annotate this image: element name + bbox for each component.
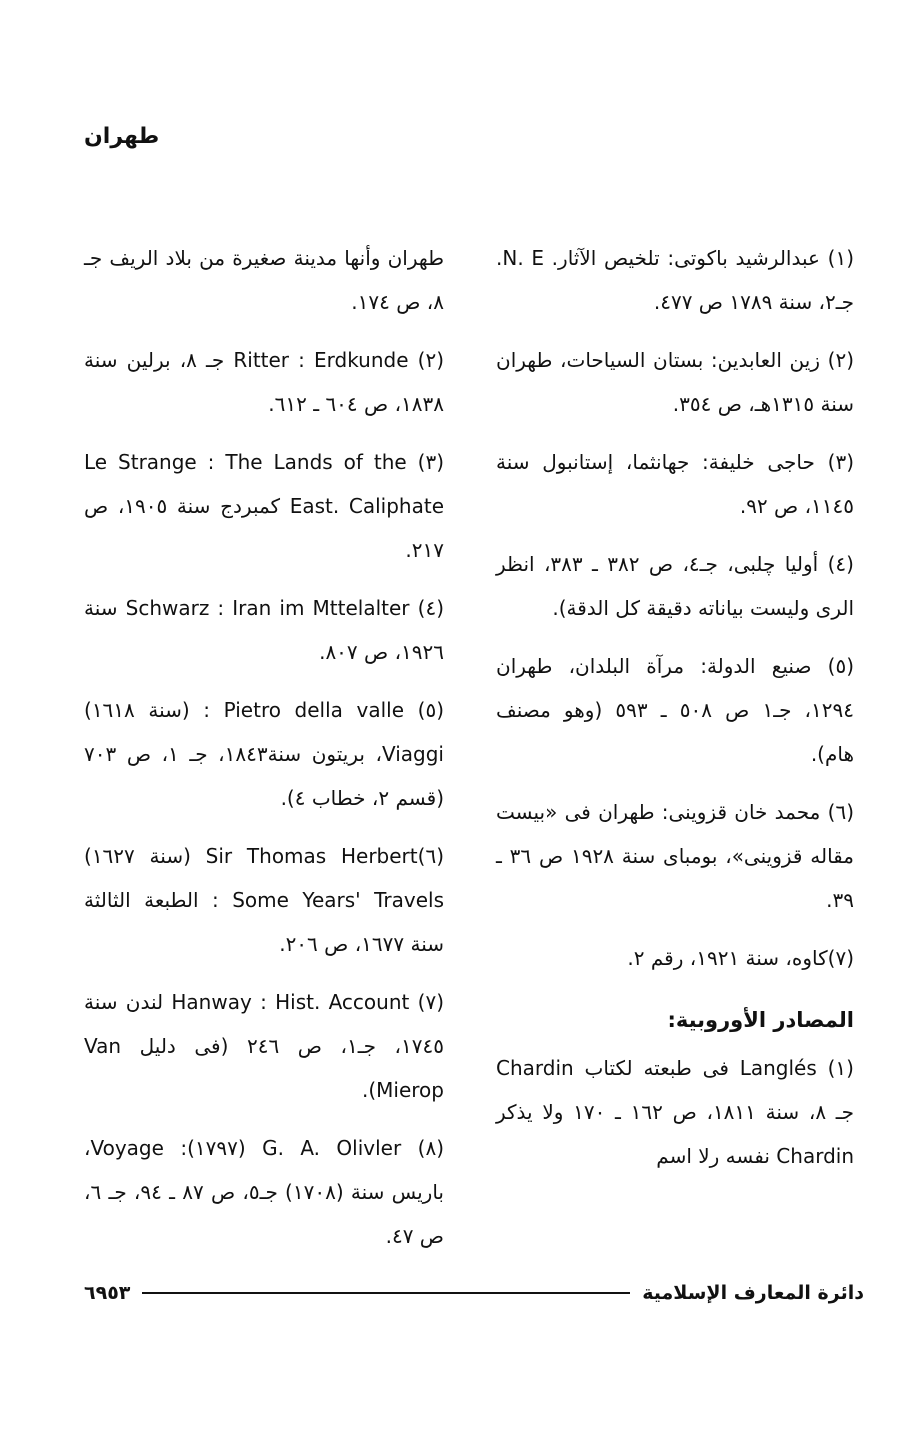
reference-entry: (٤) أوليا چلبى، جـ٤، ص ٣٨٢ ـ ٣٨٣، انظر الرى وليست بياناته دقيقة كل الدقة).: [496, 552, 854, 620]
page-number: ٦٩٥٣: [84, 1282, 131, 1304]
reference-entry: (٦) محمد خان قزوينى: طهران فى «بيست مقاله قزوينى»، بومباى سنة ١٩٢٨ ص ٣٦ ـ ٣٩.: [496, 800, 855, 912]
reference-entry: (٤) Schwarz : Iran im Mttelalter سنة ١٩٢٦، ص ٨٠٧.: [84, 596, 444, 664]
footer-rule: [142, 1292, 630, 1294]
section-subheading: المصادر الأوروبية:: [667, 1008, 854, 1032]
right-column: [496, 236, 854, 1192]
reference-entry: (٦)Sir Thomas Herbert (سنة ١٦٢٧) Some Years' Travels : الطبعة الثالثة سنة ١٦٧٧، ص ٢٠٦.: [84, 844, 444, 956]
page-header: طهران: [84, 124, 160, 149]
page-footer: [84, 1278, 864, 1308]
reference-entry: (٧)كاوه، سنة ١٩٢١، رقم ٢.: [627, 946, 854, 970]
reference-entry: (٢) Ritter : Erdkunde جـ ٨، برلين سنة ١٨٣٨، ص ٦٠٤ ـ ٦١٢.: [84, 348, 444, 416]
reference-entry: (٣) Le Strange : The Lands of the East. Caliphate كمبردج سنة ١٩٠٥، ص ٢١٧.: [84, 450, 444, 562]
reference-entry: (١) Langlés فى طبعته لكتاب Chardin جـ ٨، سنة ١٨١١، ص ١٦٢ ـ ١٧٠ ولا يذكر Chardin نفسه رلا اسم: [496, 1056, 854, 1168]
reference-entry: (٥) صنيع الدولة: مرآة البلدان، طهران ١٢٩٤، جـ١ ص ٥٠٨ ـ ٥٩٣ (وهو مصنف هام).: [496, 654, 854, 766]
reference-entry: (٢) زين العابدين: بستان السياحات، طهران سنة ١٣١٥هـ، ص ٣٥٤.: [496, 348, 854, 416]
reference-entry: (٣) حاجى خليفة: جهانثما، إستانبول سنة ١١٤٥، ص ٩٢.: [496, 450, 854, 518]
reference-entry: (٧) Hanway : Hist. Account لندن سنة ١٧٤٥، جـ١، ص ٢٤٦ (فى دليل Van Mierop).: [84, 990, 445, 1102]
reference-entry: (١) عبدالرشيد باكوتى: تلخيص الآثار. N. E. جـ٢، سنة ١٧٨٩ ص ٤٧٧.: [496, 246, 854, 314]
publication-title: دائرة المعارف الإسلامية: [642, 1282, 864, 1304]
reference-entry: (٨) G. A. Olivler (١٧٩٧): Voyage، باريس سنة (١٧٠٨) جـ٥، ص ٨٧ ـ ٩٤، جـ ٦، ص ٤٧.: [84, 1136, 444, 1248]
reference-entry: (٥) Pietro della valle : (سنة ١٦١٨) Viaggi، بريتون سنة١٨٤٣، جـ ١، ص ٧٠٣ (قسم ٢، خطاب ٤).: [84, 698, 444, 810]
left-column: [84, 236, 444, 1272]
reference-entry: طهران وأنها مدينة صغيرة من بلاد الريف جـ ٨، ص ١٧٤.: [84, 246, 444, 314]
